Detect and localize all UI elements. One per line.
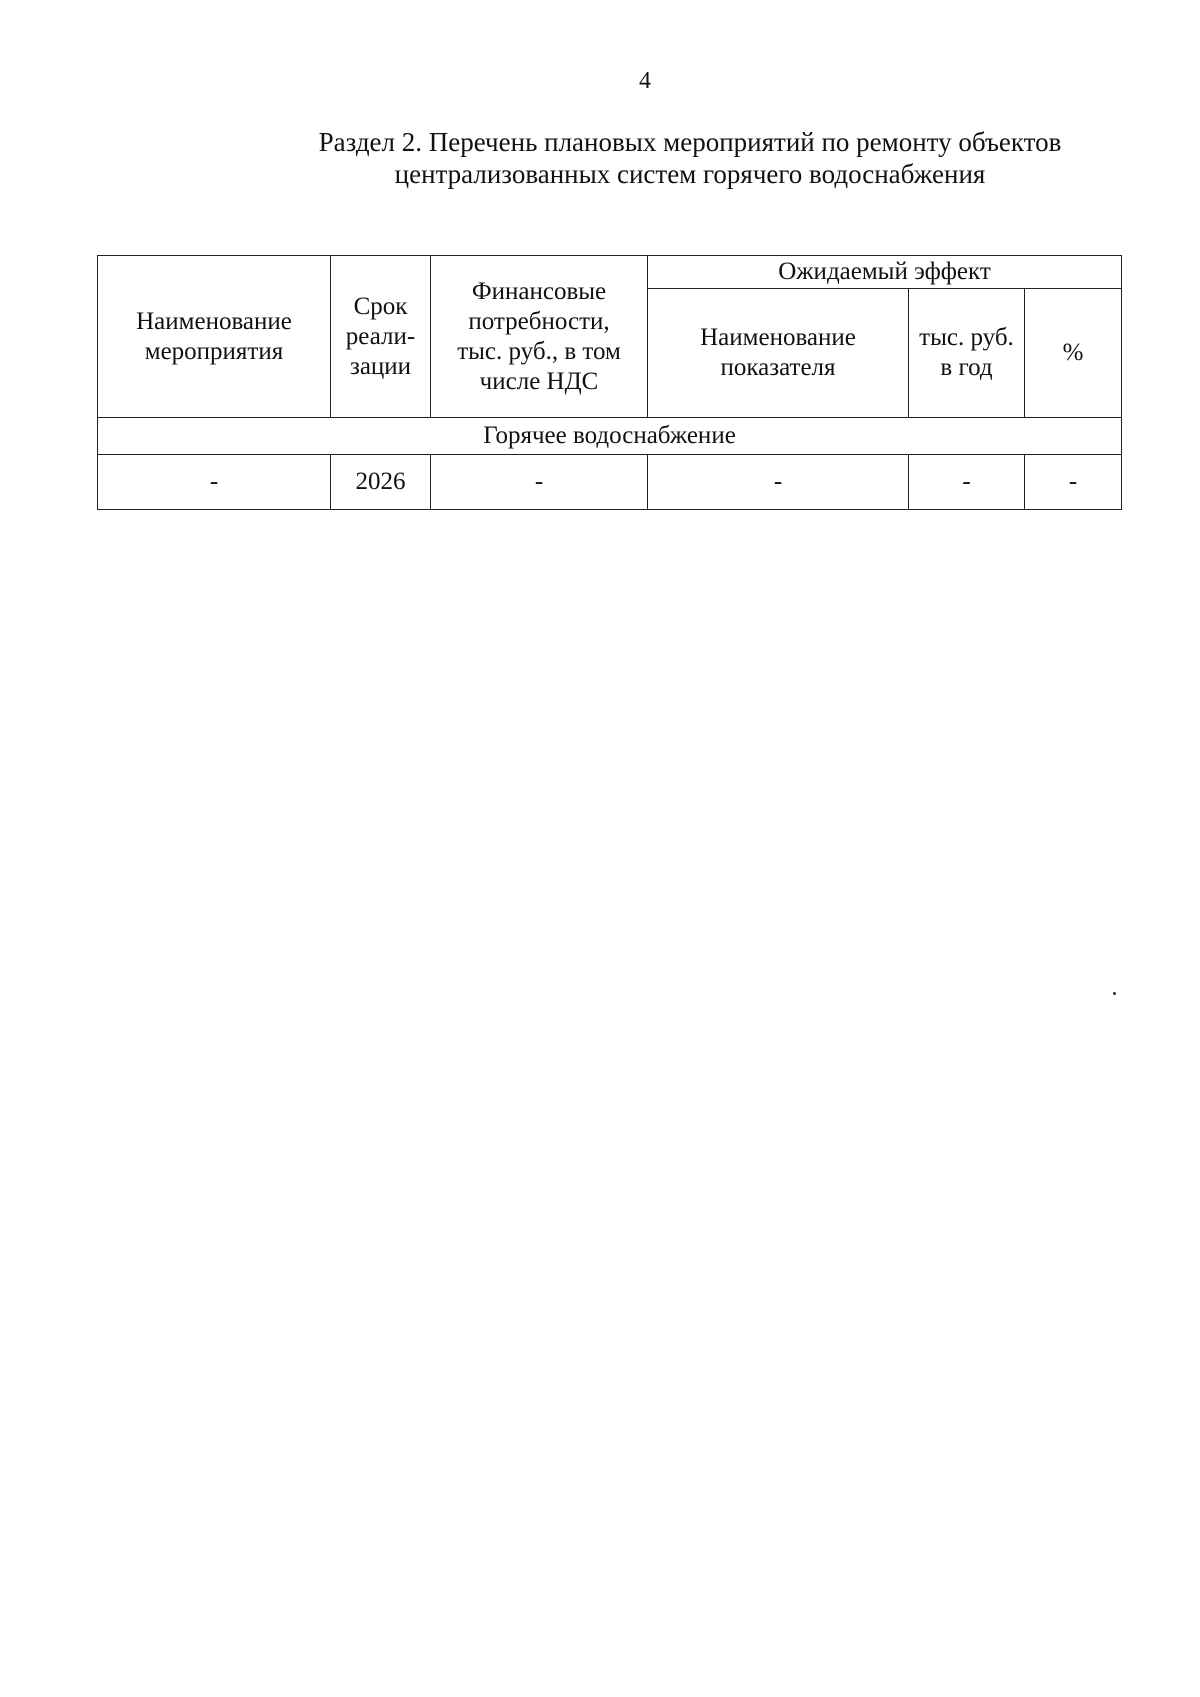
section-title-line-1: Раздел 2. Перечень плановых мероприятий по ремонту объектов bbox=[318, 127, 1062, 157]
page-number: 4 bbox=[639, 68, 651, 94]
header-expected-effect: Ожидаемый эффект bbox=[648, 256, 1122, 289]
table-row bbox=[98, 455, 1122, 510]
measures-table bbox=[97, 255, 1122, 510]
cell-financial: - bbox=[431, 455, 648, 510]
section-row-hot-water: Горячее водоснабжение bbox=[98, 418, 1122, 455]
section-title bbox=[240, 126, 1140, 190]
header-term bbox=[331, 256, 431, 418]
cell-measure-name: - bbox=[98, 455, 331, 510]
scan-speck bbox=[1113, 992, 1116, 995]
header-indicator-name: Наименование показателя bbox=[648, 289, 909, 418]
section-title-line-2: централизованных систем горячего водоснабжения bbox=[394, 159, 986, 189]
header-term-text: Срок реали-зации bbox=[345, 292, 416, 380]
header-measure-name: Наименование мероприятия bbox=[98, 256, 331, 418]
cell-indicator-name: - bbox=[648, 455, 909, 510]
cell-thousand-rub-per-year: - bbox=[909, 455, 1025, 510]
header-financial: Финансовые потребности, тыс. руб., в том числе НДС bbox=[431, 256, 648, 418]
header-percent: % bbox=[1025, 289, 1122, 418]
header-thousand-rub-per-year: тыс. руб. в год bbox=[909, 289, 1025, 418]
cell-term: 2026 bbox=[331, 455, 431, 510]
cell-percent: - bbox=[1025, 455, 1122, 510]
